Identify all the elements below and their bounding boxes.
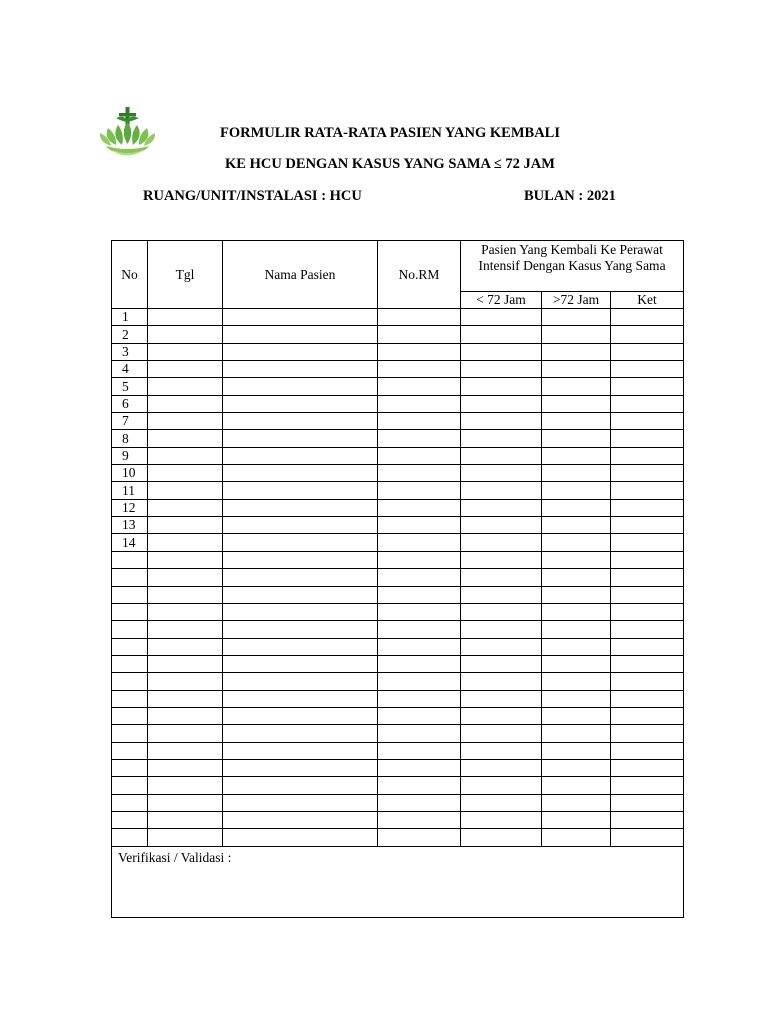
table-row <box>112 395 684 412</box>
tgl-cell[interactable] <box>148 638 223 655</box>
patient-form-table <box>111 240 684 918</box>
lt-72-cell[interactable] <box>461 759 542 776</box>
gt-72-cell[interactable] <box>542 447 611 464</box>
ket-cell[interactable] <box>611 551 684 568</box>
table-row <box>112 482 684 499</box>
no-rm-cell[interactable] <box>378 343 461 360</box>
tgl-cell[interactable] <box>148 690 223 707</box>
gt-72-cell[interactable] <box>542 395 611 412</box>
gt-72-cell[interactable] <box>542 343 611 360</box>
nama-pasien-cell[interactable] <box>223 742 378 759</box>
lt-72-cell[interactable] <box>461 361 542 378</box>
lt-72-cell[interactable] <box>461 742 542 759</box>
lt-72-cell[interactable] <box>461 447 542 464</box>
table-row <box>112 742 684 759</box>
lt-72-cell[interactable] <box>461 655 542 672</box>
no-rm-cell[interactable] <box>378 482 461 499</box>
tgl-cell[interactable] <box>148 413 223 430</box>
no-rm-cell[interactable] <box>378 603 461 620</box>
no-cell <box>112 655 148 672</box>
nama-pasien-cell[interactable] <box>223 326 378 343</box>
tgl-cell[interactable] <box>148 499 223 516</box>
table-row <box>112 447 684 464</box>
table-row <box>112 465 684 482</box>
no-cell: 13 <box>112 517 148 534</box>
table-row <box>112 725 684 742</box>
lt-72-cell[interactable] <box>461 465 542 482</box>
no-cell: 11 <box>112 482 148 499</box>
ket-cell[interactable] <box>611 309 684 326</box>
ket-cell[interactable] <box>611 447 684 464</box>
nama-pasien-cell[interactable] <box>223 395 378 412</box>
table-row <box>112 794 684 811</box>
no-rm-cell[interactable] <box>378 655 461 672</box>
tgl-cell[interactable] <box>148 447 223 464</box>
no-rm-cell[interactable] <box>378 673 461 690</box>
no-rm-cell[interactable] <box>378 707 461 724</box>
ket-cell[interactable] <box>611 378 684 395</box>
tgl-cell[interactable] <box>148 378 223 395</box>
col-header-tgl: Tgl <box>148 241 223 309</box>
table-row <box>112 413 684 430</box>
gt-72-cell[interactable] <box>542 430 611 447</box>
no-cell: 12 <box>112 499 148 516</box>
no-cell: 14 <box>112 534 148 551</box>
no-rm-cell[interactable] <box>378 829 461 846</box>
ket-cell[interactable] <box>611 829 684 846</box>
table-row <box>112 309 684 326</box>
nama-pasien-cell[interactable] <box>223 447 378 464</box>
no-rm-cell[interactable] <box>378 430 461 447</box>
ket-cell[interactable] <box>611 517 684 534</box>
unit-label: RUANG/UNIT/INSTALASI : HCU <box>143 188 362 204</box>
gt-72-cell[interactable] <box>542 759 611 776</box>
ket-cell[interactable] <box>611 482 684 499</box>
table-row <box>112 707 684 724</box>
lt-72-cell[interactable] <box>461 707 542 724</box>
nama-pasien-cell[interactable] <box>223 534 378 551</box>
no-rm-cell[interactable] <box>378 742 461 759</box>
gt-72-cell[interactable] <box>542 326 611 343</box>
ket-cell[interactable] <box>611 326 684 343</box>
lt-72-cell[interactable] <box>461 777 542 794</box>
no-cell: 6 <box>112 395 148 412</box>
no-cell <box>112 586 148 603</box>
nama-pasien-cell[interactable] <box>223 499 378 516</box>
no-cell: 5 <box>112 378 148 395</box>
gt-72-cell[interactable] <box>542 361 611 378</box>
nama-pasien-cell[interactable] <box>223 777 378 794</box>
ket-cell[interactable] <box>611 742 684 759</box>
lt-72-cell[interactable] <box>461 551 542 568</box>
no-rm-cell[interactable] <box>378 447 461 464</box>
no-rm-cell[interactable] <box>378 517 461 534</box>
no-rm-cell[interactable] <box>378 378 461 395</box>
no-cell <box>112 673 148 690</box>
no-rm-cell[interactable] <box>378 413 461 430</box>
nama-pasien-cell[interactable] <box>223 655 378 672</box>
nama-pasien-cell[interactable] <box>223 586 378 603</box>
gt-72-cell[interactable] <box>542 673 611 690</box>
ket-cell[interactable] <box>611 673 684 690</box>
tgl-cell[interactable] <box>148 309 223 326</box>
no-cell: 4 <box>112 361 148 378</box>
ket-cell[interactable] <box>611 759 684 776</box>
tgl-cell[interactable] <box>148 569 223 586</box>
lt-72-cell[interactable] <box>461 690 542 707</box>
nama-pasien-cell[interactable] <box>223 309 378 326</box>
lt-72-cell[interactable] <box>461 395 542 412</box>
nama-pasien-cell[interactable] <box>223 638 378 655</box>
no-cell <box>112 569 148 586</box>
no-rm-cell[interactable] <box>378 811 461 828</box>
tgl-cell[interactable] <box>148 707 223 724</box>
ket-cell[interactable] <box>611 811 684 828</box>
lt-72-cell[interactable] <box>461 829 542 846</box>
lt-72-cell[interactable] <box>461 725 542 742</box>
nama-pasien-cell[interactable] <box>223 603 378 620</box>
tgl-cell[interactable] <box>148 811 223 828</box>
table-row <box>112 655 684 672</box>
table-row <box>112 638 684 655</box>
gt-72-cell[interactable] <box>542 777 611 794</box>
no-cell: 9 <box>112 447 148 464</box>
no-rm-cell[interactable] <box>378 638 461 655</box>
table-row <box>112 378 684 395</box>
gt-72-cell[interactable] <box>542 413 611 430</box>
tgl-cell[interactable] <box>148 482 223 499</box>
gt-72-cell[interactable] <box>542 551 611 568</box>
table-header-row <box>112 241 684 292</box>
verification-row <box>112 846 684 917</box>
no-cell <box>112 551 148 568</box>
no-cell <box>112 829 148 846</box>
no-rm-cell[interactable] <box>378 621 461 638</box>
nama-pasien-cell[interactable] <box>223 811 378 828</box>
gt-72-cell[interactable] <box>542 690 611 707</box>
table-row <box>112 690 684 707</box>
tgl-cell[interactable] <box>148 586 223 603</box>
tgl-cell[interactable] <box>148 621 223 638</box>
ket-cell[interactable] <box>611 430 684 447</box>
ket-cell[interactable] <box>611 413 684 430</box>
tgl-cell[interactable] <box>148 655 223 672</box>
table-row <box>112 569 684 586</box>
lt-72-cell[interactable] <box>461 499 542 516</box>
no-cell: 8 <box>112 430 148 447</box>
gt-72-cell[interactable] <box>542 465 611 482</box>
gt-72-cell[interactable] <box>542 569 611 586</box>
no-cell: 3 <box>112 343 148 360</box>
no-cell <box>112 777 148 794</box>
form-title-line-1: FORMULIR RATA-RATA PASIEN YANG KEMBALI <box>220 125 560 141</box>
tgl-cell[interactable] <box>148 343 223 360</box>
no-cell <box>112 759 148 776</box>
nama-pasien-cell[interactable] <box>223 707 378 724</box>
col-header-ket: Ket <box>611 292 684 309</box>
tgl-cell[interactable] <box>148 777 223 794</box>
gt-72-cell[interactable] <box>542 742 611 759</box>
no-cell: 2 <box>112 326 148 343</box>
gt-72-cell[interactable] <box>542 655 611 672</box>
ket-cell[interactable] <box>611 707 684 724</box>
lt-72-cell[interactable] <box>461 517 542 534</box>
no-cell <box>112 638 148 655</box>
ket-cell[interactable] <box>611 638 684 655</box>
nama-pasien-cell[interactable] <box>223 413 378 430</box>
nama-pasien-cell[interactable] <box>223 725 378 742</box>
col-header-no: No <box>112 241 148 309</box>
col-header-group: Pasien Yang Kembali Ke Perawat Intensif Dengan Kasus Yang Sama <box>461 241 684 292</box>
table-row <box>112 673 684 690</box>
table-row <box>112 829 684 846</box>
gt-72-cell[interactable] <box>542 638 611 655</box>
ket-cell[interactable] <box>611 569 684 586</box>
tgl-cell[interactable] <box>148 361 223 378</box>
nama-pasien-cell[interactable] <box>223 621 378 638</box>
gt-72-cell[interactable] <box>542 621 611 638</box>
tgl-cell[interactable] <box>148 725 223 742</box>
nama-pasien-cell[interactable] <box>223 465 378 482</box>
lt-72-cell[interactable] <box>461 621 542 638</box>
ket-cell[interactable] <box>611 603 684 620</box>
no-cell <box>112 603 148 620</box>
no-rm-cell[interactable] <box>378 759 461 776</box>
gt-72-cell[interactable] <box>542 725 611 742</box>
month-label: BULAN : 2021 <box>524 188 616 204</box>
no-rm-cell[interactable] <box>378 794 461 811</box>
gt-72-cell[interactable] <box>542 482 611 499</box>
tgl-cell[interactable] <box>148 794 223 811</box>
ket-cell[interactable] <box>611 777 684 794</box>
lt-72-cell[interactable] <box>461 794 542 811</box>
no-rm-cell[interactable] <box>378 309 461 326</box>
nama-pasien-cell[interactable] <box>223 551 378 568</box>
no-rm-cell[interactable] <box>378 361 461 378</box>
col-header-no-rm: No.RM <box>378 241 461 309</box>
tgl-cell[interactable] <box>148 517 223 534</box>
no-cell <box>112 794 148 811</box>
nama-pasien-cell[interactable] <box>223 430 378 447</box>
no-cell <box>112 621 148 638</box>
col-header-gt-72: >72 Jam <box>542 292 611 309</box>
ket-cell[interactable] <box>611 465 684 482</box>
lt-72-cell[interactable] <box>461 603 542 620</box>
table-row <box>112 551 684 568</box>
col-header-lt-72: < 72 Jam <box>461 292 542 309</box>
tgl-cell[interactable] <box>148 465 223 482</box>
no-rm-cell[interactable] <box>378 326 461 343</box>
table-row <box>112 499 684 516</box>
no-rm-cell[interactable] <box>378 534 461 551</box>
form-title-line-2: KE HCU DENGAN KASUS YANG SAMA ≤ 72 JAM <box>225 156 555 172</box>
no-rm-cell[interactable] <box>378 725 461 742</box>
verification-field[interactable] <box>112 846 684 917</box>
gt-72-cell[interactable] <box>542 586 611 603</box>
tgl-cell[interactable] <box>148 759 223 776</box>
gt-72-cell[interactable] <box>542 829 611 846</box>
table-row <box>112 343 684 360</box>
tgl-cell[interactable] <box>148 326 223 343</box>
tgl-cell[interactable] <box>148 603 223 620</box>
table-row <box>112 326 684 343</box>
ket-cell[interactable] <box>611 794 684 811</box>
lt-72-cell[interactable] <box>461 811 542 828</box>
gt-72-cell[interactable] <box>542 794 611 811</box>
no-rm-cell[interactable] <box>378 395 461 412</box>
gt-72-cell[interactable] <box>542 517 611 534</box>
tgl-cell[interactable] <box>148 551 223 568</box>
no-rm-cell[interactable] <box>378 569 461 586</box>
table-row <box>112 603 684 620</box>
lt-72-cell[interactable] <box>461 638 542 655</box>
nama-pasien-cell[interactable] <box>223 794 378 811</box>
table-row <box>112 777 684 794</box>
tgl-cell[interactable] <box>148 395 223 412</box>
nama-pasien-cell[interactable] <box>223 343 378 360</box>
verification-label: Verifikasi / Validasi : <box>118 849 232 865</box>
lt-72-cell[interactable] <box>461 309 542 326</box>
table-row <box>112 361 684 378</box>
no-cell: 1 <box>112 309 148 326</box>
nama-pasien-cell[interactable] <box>223 378 378 395</box>
gt-72-cell[interactable] <box>542 603 611 620</box>
table-row <box>112 586 684 603</box>
nama-pasien-cell[interactable] <box>223 569 378 586</box>
no-cell <box>112 690 148 707</box>
lt-72-cell[interactable] <box>461 482 542 499</box>
tgl-cell[interactable] <box>148 742 223 759</box>
gt-72-cell[interactable] <box>542 707 611 724</box>
ket-cell[interactable] <box>611 534 684 551</box>
nama-pasien-cell[interactable] <box>223 482 378 499</box>
tgl-cell[interactable] <box>148 534 223 551</box>
no-cell: 10 <box>112 465 148 482</box>
gt-72-cell[interactable] <box>542 811 611 828</box>
nama-pasien-cell[interactable] <box>223 673 378 690</box>
ket-cell[interactable] <box>611 395 684 412</box>
tgl-cell[interactable] <box>148 430 223 447</box>
lt-72-cell[interactable] <box>461 326 542 343</box>
no-cell <box>112 811 148 828</box>
ket-cell[interactable] <box>611 361 684 378</box>
ket-cell[interactable] <box>611 499 684 516</box>
gt-72-cell[interactable] <box>542 499 611 516</box>
table-row <box>112 517 684 534</box>
no-rm-cell[interactable] <box>378 499 461 516</box>
nama-pasien-cell[interactable] <box>223 759 378 776</box>
no-cell <box>112 707 148 724</box>
no-rm-cell[interactable] <box>378 777 461 794</box>
ket-cell[interactable] <box>611 725 684 742</box>
gt-72-cell[interactable] <box>542 534 611 551</box>
no-cell <box>112 742 148 759</box>
nama-pasien-cell[interactable] <box>223 690 378 707</box>
nama-pasien-cell[interactable] <box>223 517 378 534</box>
ket-cell[interactable] <box>611 586 684 603</box>
ket-cell[interactable] <box>611 343 684 360</box>
no-rm-cell[interactable] <box>378 551 461 568</box>
no-rm-cell[interactable] <box>378 690 461 707</box>
nama-pasien-cell[interactable] <box>223 829 378 846</box>
col-header-nama-pasien: Nama Pasien <box>223 241 378 309</box>
no-cell <box>112 725 148 742</box>
lt-72-cell[interactable] <box>461 413 542 430</box>
table-row <box>112 430 684 447</box>
ket-cell[interactable] <box>611 621 684 638</box>
no-cell: 7 <box>112 413 148 430</box>
gt-72-cell[interactable] <box>542 309 611 326</box>
tgl-cell[interactable] <box>148 673 223 690</box>
table-row <box>112 534 684 551</box>
lt-72-cell[interactable] <box>461 673 542 690</box>
tgl-cell[interactable] <box>148 829 223 846</box>
table-row <box>112 759 684 776</box>
table-row <box>112 621 684 638</box>
lt-72-cell[interactable] <box>461 343 542 360</box>
no-rm-cell[interactable] <box>378 465 461 482</box>
lt-72-cell[interactable] <box>461 378 542 395</box>
ket-cell[interactable] <box>611 655 684 672</box>
gt-72-cell[interactable] <box>542 378 611 395</box>
lt-72-cell[interactable] <box>461 586 542 603</box>
table-row <box>112 811 684 828</box>
nama-pasien-cell[interactable] <box>223 361 378 378</box>
lt-72-cell[interactable] <box>461 430 542 447</box>
lt-72-cell[interactable] <box>461 534 542 551</box>
no-rm-cell[interactable] <box>378 586 461 603</box>
ket-cell[interactable] <box>611 690 684 707</box>
lt-72-cell[interactable] <box>461 569 542 586</box>
